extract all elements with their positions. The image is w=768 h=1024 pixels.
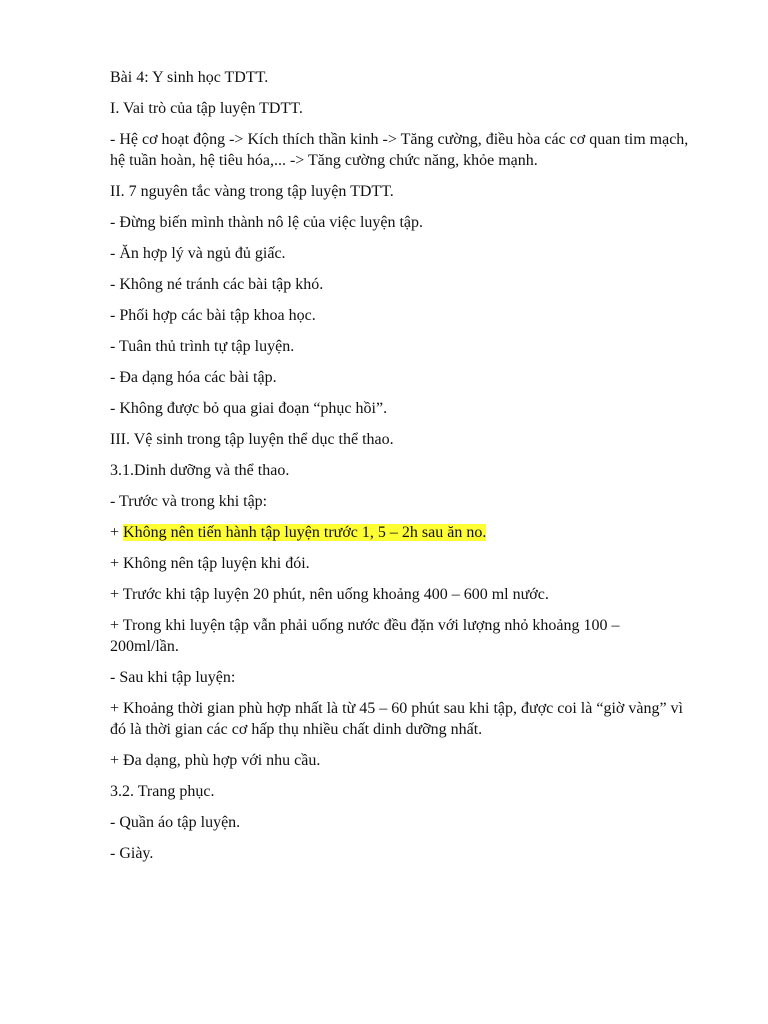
list-item: + Trước khi tập luyện 20 phút, nên uống khoảng 400 – 600 ml nước. bbox=[110, 586, 549, 603]
list-item: + Khoảng thời gian phù hợp nhất là từ 45 – 60 phút sau khi tập, được coi là “giờ vàng” vì đó là thời gian các cơ hấp thụ nhiều chất dinh dưỡng nhất. bbox=[110, 700, 683, 738]
list-item: - Phối hợp các bài tập khoa học. bbox=[110, 307, 316, 324]
list-item: - Trước và trong khi tập: bbox=[110, 493, 268, 510]
lesson-title: Bài 4: Y sinh học TDTT. bbox=[110, 69, 269, 86]
list-item: - Sau khi tập luyện: bbox=[110, 669, 236, 686]
paragraph: - Hệ cơ hoạt động -> Kích thích thần kinh -> Tăng cường, điều hòa các cơ quan tim mạch, hệ tuần hoàn, hệ tiêu hóa,... -> Tăng cường chức năng, khỏe mạnh. bbox=[110, 131, 689, 169]
document-body bbox=[110, 67, 692, 874]
list-item: - Không được bỏ qua giai đoạn “phục hồi”. bbox=[110, 400, 388, 417]
list-item: - Tuân thủ trình tự tập luyện. bbox=[110, 338, 295, 355]
list-item: + Không nên tập luyện khi đói. bbox=[110, 555, 310, 572]
section-heading-1: I. Vai trò của tập luyện TDTT. bbox=[110, 100, 303, 117]
list-item: - Đừng biến mình thành nô lệ của việc luyện tập. bbox=[110, 214, 424, 231]
subsection-heading: 3.2. Trang phục. bbox=[110, 783, 215, 800]
list-item: - Quần áo tập luyện. bbox=[110, 814, 241, 831]
bullet-prefix: + bbox=[110, 524, 124, 541]
list-item: - Đa dạng hóa các bài tập. bbox=[110, 369, 277, 386]
list-item: - Ăn hợp lý và ngủ đủ giấc. bbox=[110, 245, 286, 262]
subsection-heading: 3.1.Dinh dưỡng và thể thao. bbox=[110, 462, 290, 479]
section-heading-3: III. Vệ sinh trong tập luyện thể dục thể thao. bbox=[110, 431, 394, 448]
section-heading-2: II. 7 nguyên tắc vàng trong tập luyện TDTT. bbox=[110, 183, 394, 200]
list-item: - Không né tránh các bài tập khó. bbox=[110, 276, 324, 293]
highlighted-text: Không nên tiến hành tập luyện trước 1, 5 – 2h sau ăn no. bbox=[123, 524, 487, 541]
list-item: - Giày. bbox=[110, 845, 154, 862]
list-item: + Trong khi luyện tập vẫn phải uống nước đều đặn với lượng nhỏ khoảng 100 – 200ml/lần. bbox=[110, 617, 620, 655]
list-item: + Đa dạng, phù hợp với nhu cầu. bbox=[110, 752, 321, 769]
highlighted-list-item bbox=[110, 522, 692, 543]
